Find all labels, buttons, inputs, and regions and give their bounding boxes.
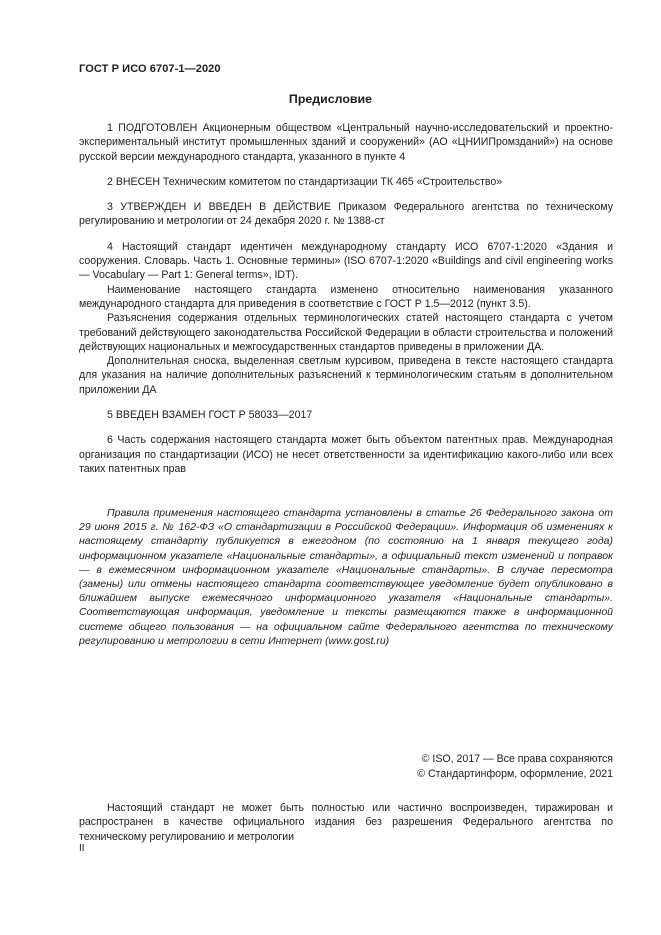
foreword-title: Предисловие bbox=[288, 92, 373, 106]
foreword-item-6: 6 Часть содержания настоящего стандарта может быть объектом патентных прав. Международная организация по стандартизации (ИСО) не несет ответственности за идентификацию какого-либо или всех таких патентных прав bbox=[79, 434, 613, 475]
copyright-block bbox=[417, 752, 613, 781]
copyright-standartinform: © Стандартинформ, оформление, 2021 bbox=[417, 767, 613, 780]
foreword-item-4: 4 Настоящий стандарт идентичен международному стандарту ИСО 6707-1:2020 «Здания и сооружения. Словарь. Часть 1. Основные термины» (ISO 6707-1:2020 «Buildings and civil engineering works — Vocabulary — Part 1: General terms», IDT). bbox=[79, 240, 613, 282]
foreword-item-2: 2 ВНЕСЕН Техническим комитетом по стандартизации ТК 465 «Строительство» bbox=[107, 175, 503, 188]
foreword-body bbox=[79, 121, 613, 476]
application-rules-notice bbox=[79, 506, 613, 648]
foreword-item-3: 3 УТВЕРЖДЕН И ВВЕДЕН В ДЕЙСТВИЕ Приказом Федерального агентства по техническому регулированию и метрологии от 24 декабря 2020 г. № 1388-ст bbox=[79, 201, 613, 228]
foreword-item-5: 5 ВВЕДЕН ВЗАМЕН ГОСТ Р 58033—2017 bbox=[107, 409, 313, 422]
page-number: II bbox=[79, 843, 85, 854]
foreword-item-4-footnote: Дополнительная сноска, выделенная светлым курсивом, приведена в тексте настоящего стандарта для указания на наличие дополнительных разъяснений к терминологическим статьям в дополнительном приложении ДА bbox=[79, 355, 613, 396]
foreword-item-4-name-change: Наименование настоящего стандарта изменено относительно наименования указанного международного стандарта для приведения в соответствие с ГОСТ Р 1.5—2012 (пункт 3.5). bbox=[79, 283, 613, 310]
reproduction-notice bbox=[79, 801, 613, 844]
foreword-item-4-clarifications: Разъяснения содержания отдельных терминологических статей настоящего стандарта с учетом требований действующего законодательства Российской Федерации в области строительства и положений действующих национальных и межгосударственных стандартов приведены в приложении ДА. bbox=[79, 312, 613, 353]
application-rules-text: Правила применения настоящего стандарта установлены в статье 26 Федерального закона от 29 июня 2015 г. № 162-ФЗ «О стандартизации в Российской Федерации». Информация об изменениях к настоящему стандарту публикуется в ежегодном (по состоянию на 1 января текущего года) информационном указателе «Национальные стандарты», а официальный текст изменений и поправок — в ежемесячном информационном указателе «Национальные стандарты». В случае пересмотра (замены) или отмены настоящего стандарта соответствующее уведомление будет опубликовано в ближайшем выпуске ежемесячного информационного указателя «Национальные стандарты». Соответствующая информация, уведомление и тексты размещаются также в информационной системе общего пользования — на официальном сайте Федерального агентства по техническому регулированию и метрологии в сети Интернет (www.gost.ru) bbox=[79, 507, 613, 647]
page-header-standard-code: ГОСТ Р ИСО 6707-1—2020 bbox=[79, 63, 221, 75]
reproduction-text: Настоящий стандарт не может быть полностью или частично воспроизведен, тиражирован и распространен в качестве официального издания без разрешения Федерального агентства по техническому регулированию и метрологии bbox=[79, 802, 613, 843]
foreword-item-1: 1 ПОДГОТОВЛЕН Акционерным обществом «Центральный научно-исследовательский и проектно-экспериментальный институт промышленных зданий и сооружений» (АО «ЦНИИПромзданий») на основе русской версии международного стандарта, указанного в пункте 4 bbox=[79, 122, 613, 163]
copyright-iso: © ISO, 2017 — Все права сохраняются bbox=[421, 753, 613, 765]
